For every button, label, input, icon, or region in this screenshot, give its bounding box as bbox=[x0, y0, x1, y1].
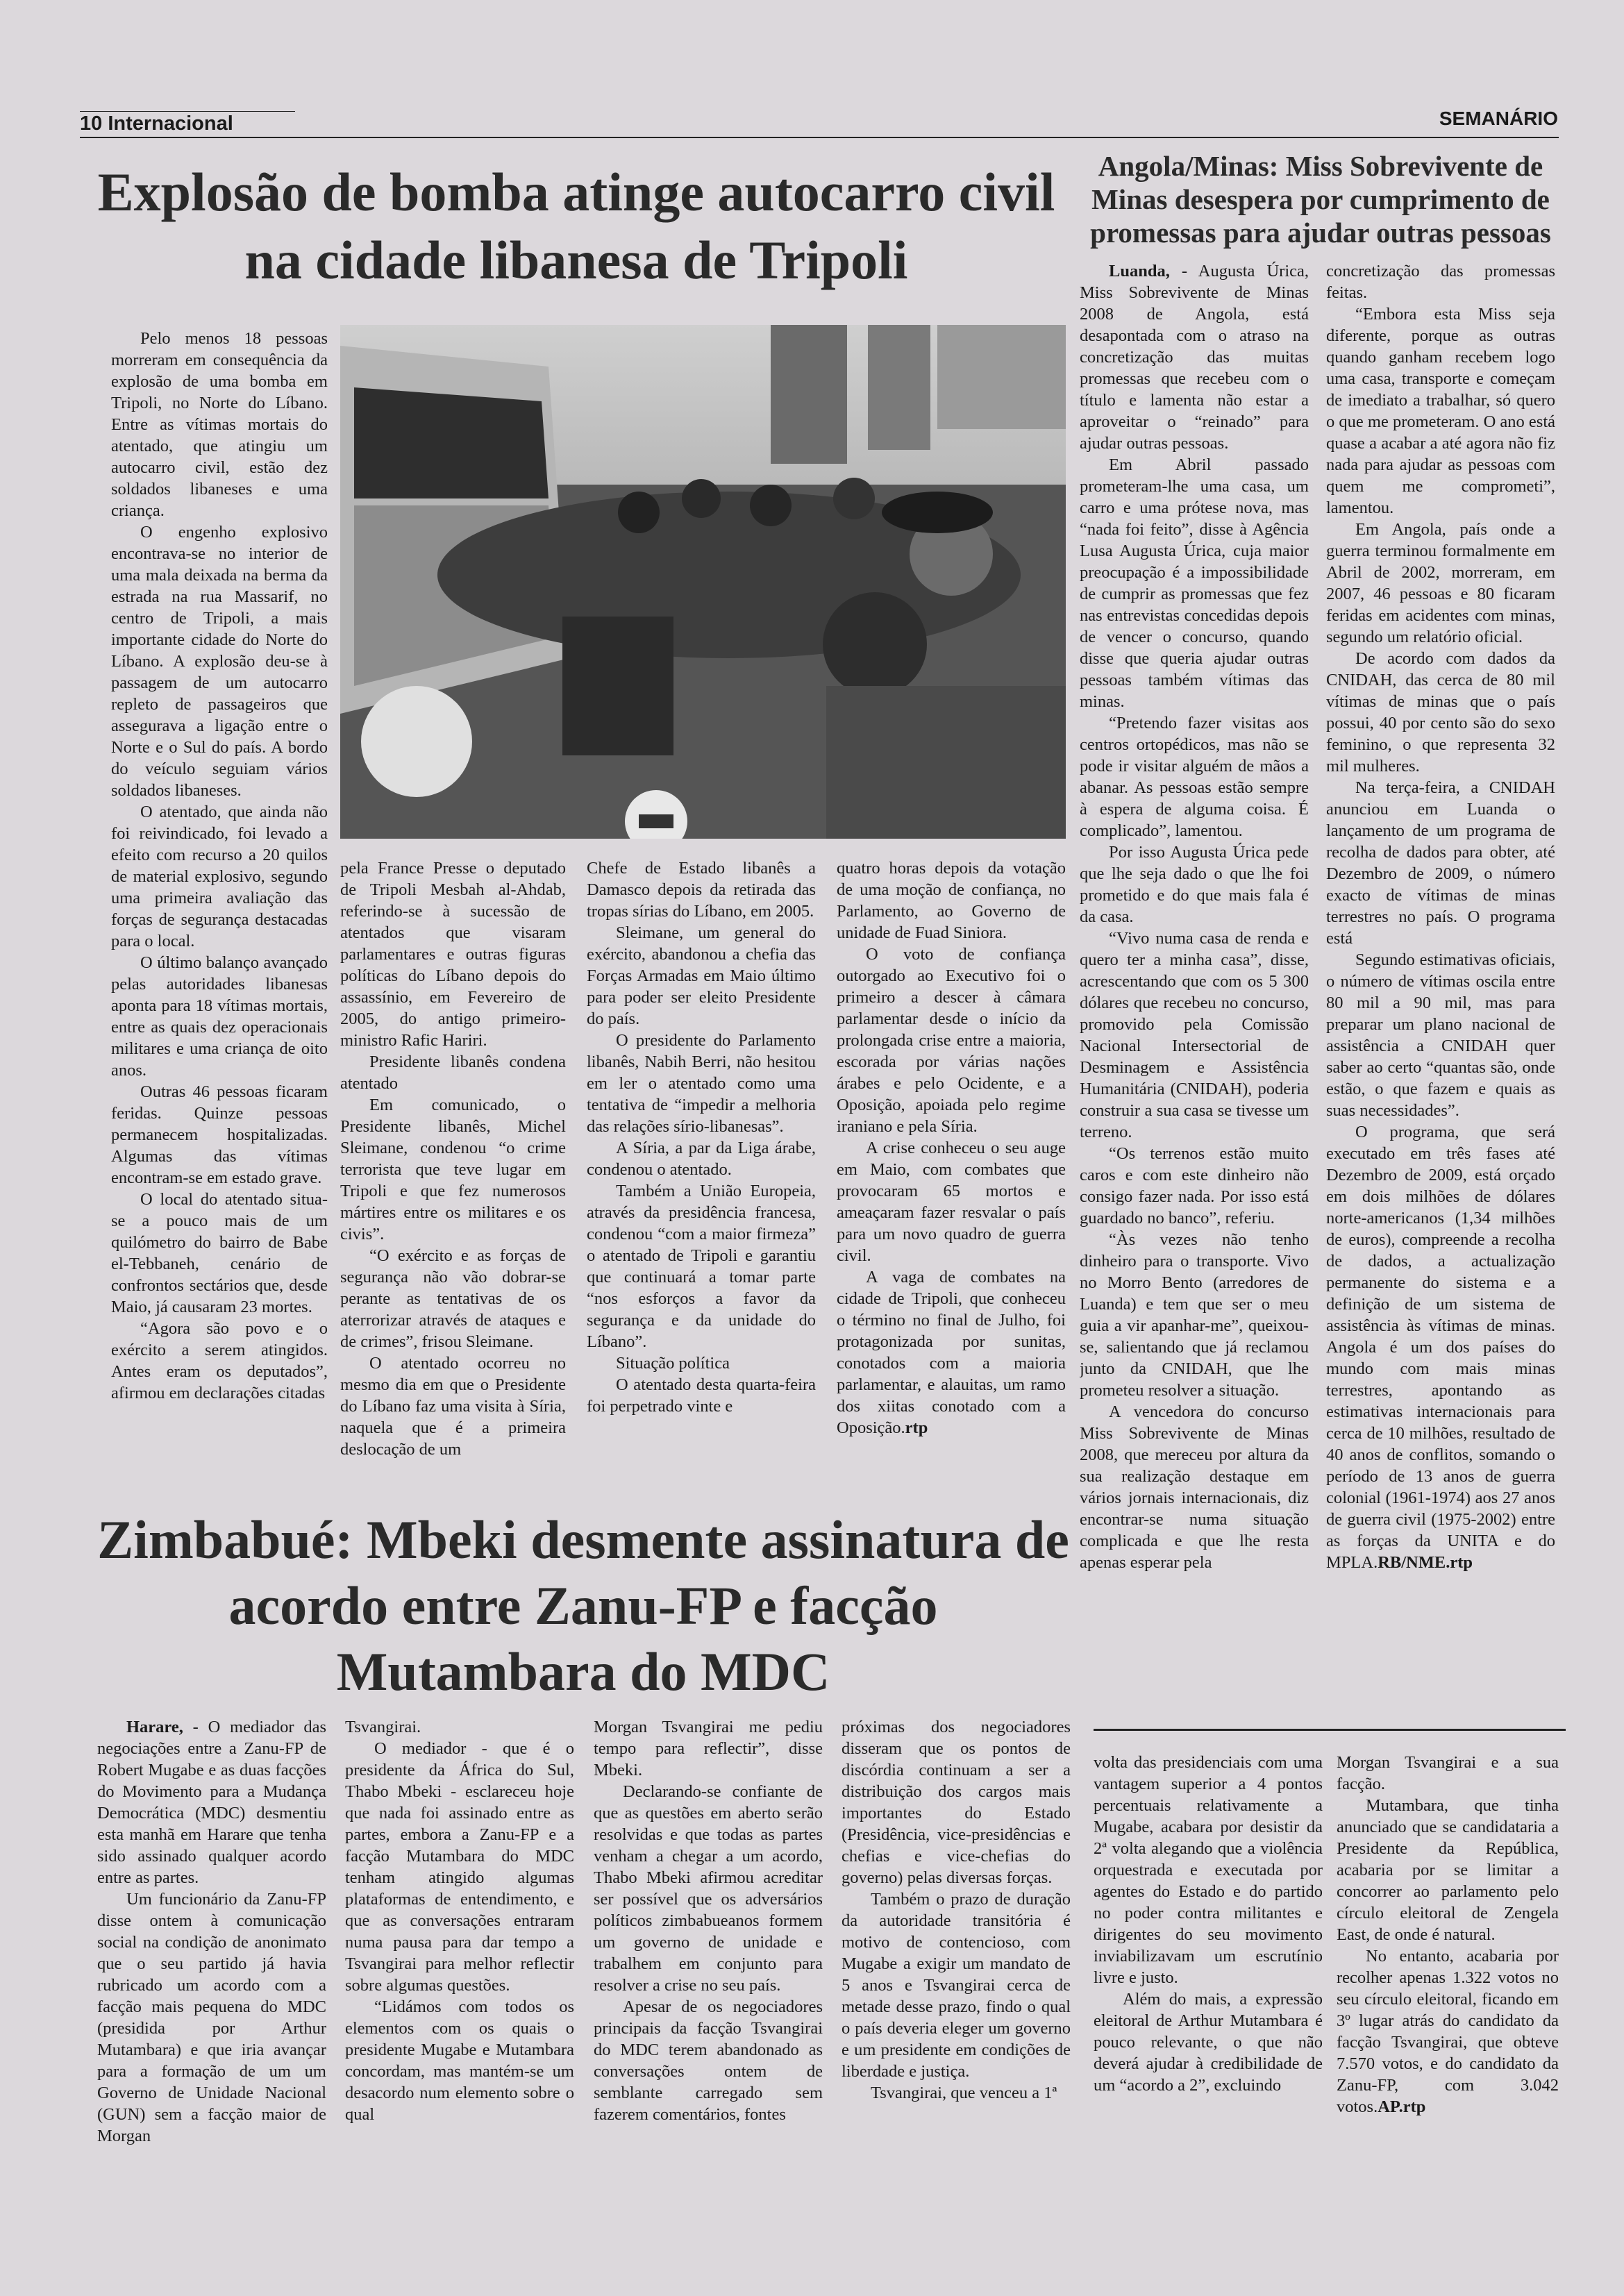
paragraph: Outras 46 pessoas ficaram feridas. Quinze pessoas permanecem hospitalizadas. Algumas das vítimas encontram-se em estado grave. bbox=[111, 1082, 328, 1187]
paragraph: pela France Presse o deputado de Tripoli Mesbah al-Ahdab, referindo-se à sucessão de atentados que visaram parlamentares e outras figuras políticas do Líbano depois do assassínio, em Fevereiro de 2005, do antigo primeiro-ministro Rafic Hariri. bbox=[340, 859, 566, 1050]
paragraph: O presidente do Parlamento libanês, Nabih Berri, não hesitou em ler o atentado como uma tentativa de “impedir a melhoria das relações sírio-libanesas”. bbox=[587, 1031, 816, 1136]
paragraph-text: - O mediador das negociações entre a Zanu-FP de Robert Mugabe e as duas facções do Movimento para a Mudança Democrática (MDC) desmentiu esta manhã em Harare que tenha sido assinado qualquer acordo entre as partes. bbox=[97, 1718, 326, 1887]
paragraph: Morgan Tsvangirai e a sua facção. bbox=[1337, 1753, 1559, 1793]
paragraph: Em Abril passado prometeram-lhe uma casa, um carro e uma prótese nova, mas “nada foi feito”, disse à Agência Lusa Augusta Úrica, cuja maior preocupação é a impossibilidade de cumprir as promessas que fez nas entrevistas concedidas depois de vencer o concurso, quando disse que queria ajudar outras pessoas também vítimas das minas. bbox=[1080, 455, 1309, 711]
article1-column-1 bbox=[111, 328, 328, 1501]
article1-column-2 bbox=[340, 857, 566, 1507]
paragraph: O atentado desta quarta-feira foi perpetrado vinte e bbox=[587, 1375, 816, 1416]
subheading: Situação política bbox=[616, 1354, 730, 1373]
paragraph: Além do mais, a expressão eleitoral de Arthur Mutambara é pouco relevante, o que não deverá ajudar à credibilidade de um “acordo a 2”, excluindo bbox=[1094, 1990, 1323, 2095]
paragraph bbox=[1080, 260, 1309, 454]
paragraph: Tsvangirai, que venceu a 1ª bbox=[871, 2084, 1057, 2102]
paragraph: O mediador - que é o presidente da África do Sul, Thabo Mbeki - esclareceu hoje que nada foi assinado entre as partes, embora a Zanu-FP e a facção Mutambara do MDC tenham atingido algumas plataformas de entendimento, e que as conversações entraram numa pausa para dar tempo a Tsvangirai para melhor reflectir sobre algumas questões. bbox=[345, 1739, 574, 1995]
paragraph: “Os terrenos estão muito caros e com este dinheiro não consigo fazer nada. Por isso está guardado no banco”, referiu. bbox=[1080, 1144, 1309, 1227]
paragraph: “Embora esta Miss seja diferente, porque as outras quando ganham recebem logo uma casa, transporte e começam de imediato a trabalhar, só quero o que me prometeram. O ano está quase a acabar a até agora não fiz nada para ajudar as pessoas com quem me comprometi”, lamentou. bbox=[1326, 305, 1555, 517]
paragraph: concretização das promessas feitas. bbox=[1326, 262, 1555, 302]
publication-name: SEMANÁRIO bbox=[1439, 108, 1558, 129]
paragraph: Declarando-se confiante de que as questões em aberto serão resolvidas e que todas as partes venham a chegar a um acordo, Thabo Mbeki afirmou acreditar ser possível que os adversários políticos zimbabueanos formem um governo de unidade e trabalhem em conjunto para resolver a crise no seu país. bbox=[594, 1782, 823, 1995]
paragraph: Chefe de Estado libanês a Damasco depois da retirada das tropas sírias do Líbano, em 2005. bbox=[587, 859, 816, 921]
article2-headline: Angola/Minas: Miss Sobrevivente de Minas desespera por cumprimento de promessas para ajudar outras pessoas bbox=[1090, 150, 1551, 249]
paragraph: Segundo estimativas oficiais, o número de vítimas oscila entre 80 mil a 90 mil, mas para preparar um plano nacional de assistência a CNIDAH quer saber ao certo “quantas são, onde estão, o que fazem e quais as suas necessidades”. bbox=[1326, 950, 1555, 1120]
paragraph: “Às vezes não tenho dinheiro para o transporte. Vivo no Morro Bento (arredores de Luanda) e tem que ser o meu guia a vir apanhar-me”, queixou-se, salientando que já reclamou junto da CNIDAH, que lhe prometeu resolver a situação. bbox=[1080, 1230, 1309, 1400]
paragraph: De acordo com dados da CNIDAH, das cerca de 80 mil vítimas de minas que o país possui, 40 por cento são do sexo feminino, o que representa 32 mil mulheres. bbox=[1326, 649, 1555, 776]
paragraph: O atentado, que ainda não foi reivindicado, foi levado a efeito com recurso a 20 quilos de material explosivo, segundo uma primeira avaliação das forças de segurança destacadas para o local. bbox=[111, 803, 328, 950]
paragraph: Apesar de os negociadores principais da facção Tsvangirai do MDC terem abandonado as conversações ontem de semblante carregado sem fazerem comentários, fontes bbox=[594, 1997, 823, 2124]
author-signature: AP.rtp bbox=[1378, 2097, 1426, 2116]
article1-headline: Explosão de bomba atinge autocarro civil na cidade libanesa de Tripoli bbox=[97, 162, 1055, 290]
author-signature: rtp bbox=[905, 1418, 928, 1437]
paragraph: Na terça-feira, a CNIDAH anunciou em Luanda o lançamento de um programa de recolha de dados para obter, até Dezembro de 2009, o número exacto de vítimas de minas terrestres no país. O programa está bbox=[1326, 778, 1555, 948]
paragraph: A Síria, a par da Liga árabe, condenou o atentado. bbox=[587, 1139, 816, 1179]
paragraph-text: O programa, que será executado em três fases até Dezembro de 2009, está orçado em dois milhões de dólares norte-americanos (1,34 milhões de euros), compreende a recolha de dados, a actualização permanente do sistema e a definição de um sistema de assistência às vítimas de minas. Angola é um dos países do mundo com mais minas terrestres, apontando as estimativas internacionais para cerca de 10 milhões, resultado de 40 anos de conflitos, somando o período de 13 anos de guerra colonial (1961-1974) aos 27 anos de guerra civil (1975-2002) entre as forças da UNITA e do MPLA. bbox=[1326, 1123, 1555, 1572]
paragraph bbox=[97, 1716, 326, 1888]
paragraph: Sleimane, um general do exército, abandonou a chefia das Forças Armadas em Maio último para poder ser eleito Presidente do país. bbox=[587, 923, 816, 1028]
paragraph: Pelo menos 18 pessoas morreram em consequência da explosão de uma bomba em Tripoli, no Norte do Líbano. Entre as vítimas mortais do atentado, que atingiu um autocarro civil, estão dez soldados libaneses e uma criança. bbox=[111, 329, 328, 520]
subheading: Presidente libanês condena atentado bbox=[340, 1053, 566, 1093]
paragraph: “Agora são povo e o exército a serem atingidos. Antes eram os deputados”, afirmou em declarações citadas bbox=[111, 1319, 328, 1402]
paragraph: Morgan Tsvangirai me pediu tempo para reflectir”, disse Mbeki. bbox=[594, 1718, 823, 1779]
paragraph: A crise conheceu o seu auge em Maio, com combates que provocaram 65 mortos e ameaçaram fazer resvalar o país para um novo quadro de guerra civil. bbox=[837, 1139, 1066, 1265]
bus-explosion-photo bbox=[340, 325, 1066, 839]
paragraph: Por isso Augusta Úrica pede que lhe seja dado o que lhe foi prometido e do que mais fala é da casa. bbox=[1080, 843, 1309, 926]
paragraph: O engenho explosivo encontrava-se no interior de uma mala deixada na berma da estrada na rua Massarif, no centro de Tripoli, a mais importante cidade do Norte do Líbano. A explosão deu-se à passagem de um autocarro repleto de passageiros que assegurava a ligação entre o Norte e o Sul do país. A bordo do veículo seguiam vários soldados libaneses. bbox=[111, 523, 328, 800]
news-photo-icon bbox=[340, 325, 1066, 839]
paragraph bbox=[1337, 1945, 1559, 2118]
header-rule bbox=[80, 137, 1559, 138]
paragraph-text: A vaga de combates na cidade de Tripoli, que conheceu o término no final de Julho, foi protagonizada por sunitas, conotados com a maioria parlamentar, e alauitas, um ramo dos xiitas conotado com a Oposição. bbox=[837, 1268, 1066, 1437]
paragraph: O local do atentado situa-se a pouco mais de um quilómetro do bairro de Babe el-Tebbaneh, cenário de confrontos sectários que, desde Maio, já causaram 23 mortes. bbox=[111, 1190, 328, 1316]
article3-column-4 bbox=[842, 1716, 1071, 2216]
author-signature: RB/NME.rtp bbox=[1378, 1553, 1473, 1572]
paragraph: quatro horas depois da votação de uma moção de confiança, no Parlamento, ao Governo de unidade de Fuad Siniora. bbox=[837, 859, 1066, 942]
paragraph: “Lidámos com todos os elementos com os quais o presidente Mugabe e Mutambara concordam, mas mantém-se um desacordo num elemento sobre o qual bbox=[345, 1997, 574, 2124]
paragraph: Em Angola, país onde a guerra terminou formalmente em Abril de 2002, morreram, em 2007, 46 pessoas e 80 ficaram feridas em acidentes com minas, segundo um relatório oficial. bbox=[1326, 520, 1555, 646]
paragraph: O último balanço avançado pelas autoridades libanesas aponta para 18 vítimas mortais, entre as quais dez operacionais militares e uma criança de oito anos. bbox=[111, 953, 328, 1080]
dateline: Luanda, bbox=[1109, 262, 1170, 280]
paragraph: O atentado ocorreu no mesmo dia em que o Presidente do Líbano faz uma visita à Síria, naquela que é a primeira deslocação de um bbox=[340, 1354, 566, 1459]
paragraph: Mutambara, que tinha anunciado que se candidataria a Presidente da República, acabaria por se limitar a concorrer ao parlamento pelo círculo eleitoral de Zengela East, de onde é natural. bbox=[1337, 1796, 1559, 1944]
article2-column-2 bbox=[1326, 260, 1555, 1725]
article3-column-3 bbox=[594, 1716, 823, 2216]
section-rule bbox=[80, 111, 295, 112]
paragraph-text: No entanto, acabaria por recolher apenas 1.322 votos no seu círculo eleitoral, ficando em 3º lugar atrás do candidato da facção Tsvangirai, que obteve 7.570 votos, e do candidato da Zanu-FP, com 3.042 votos. bbox=[1337, 1947, 1559, 2116]
paragraph: volta das presidenciais com uma vantagem superior a 4 pontos percentuais relativamente a Mugabe, acabara por desistir da 2ª volta alegando que a violência orquestrada e executada por agentes do Estado e do partido no poder contra militantes e dirigentes do seu movimento inviabilizavam um escrutínio livre e justo. bbox=[1094, 1753, 1323, 1987]
paragraph bbox=[837, 1266, 1066, 1439]
paragraph: “Pretendo fazer visitas aos centros ortopédicos, mas não se pode ir visitar alguém de mãos a abanar. As pessoas estão sempre à espera de alguma coisa. É complicado”, lamentou. bbox=[1080, 714, 1309, 840]
paragraph: O voto de confiança outorgado ao Executivo foi o primeiro a descer à câmara parlamentar desde o início da prolongada crise entre a maioria, escorada por várias nações árabes e pelo Ocidente, e a Oposição, apoiada pelo regime iraniano e pela Síria. bbox=[837, 945, 1066, 1136]
paragraph: Tsvangirai. bbox=[345, 1718, 421, 1736]
paragraph-text: - Augusta Úrica, Miss Sobrevivente de Minas 2008 de Angola, está desapontada com o atraso na concretização das muitas promessas que recebeu com o título e lamenta não estar a aproveitar o “reinado” para ajudar outras pessoas. bbox=[1080, 262, 1309, 453]
article2-divider bbox=[1094, 1729, 1566, 1731]
article3-column-2 bbox=[345, 1716, 574, 2216]
article3-column-6 bbox=[1337, 1752, 1559, 2224]
article1-column-4 bbox=[837, 857, 1066, 1507]
paragraph: Um funcionário da Zanu-FP disse ontem à comunicação social na condição de anonimato que o seu partido já havia rubricado um acordo com a facção mais pequena do MDC (presidida por Arthur Mutambara) e que iria avançar para a formação de um um Governo de Unidade Nacional (GUN) sem a facção maior de Morgan bbox=[97, 1890, 326, 2145]
paragraph: Também a União Europeia, através da presidência francesa, condenou “com a maior firmeza” o atentado de Tripoli e garantiu que continuará a tomar parte “nos esforços a favor da segurança e da unidade do Líbano”. bbox=[587, 1182, 816, 1351]
article3-headline: Zimbabué: Mbeki desmente assinatura de acordo entre Zanu-FP e facção Mutambara do MDC bbox=[97, 1509, 1069, 1702]
dateline: Harare, bbox=[126, 1718, 183, 1736]
paragraph: A vencedora do concurso Miss Sobrevivente de Minas 2008, que mereceu por altura da sua realização destaque em vários jornais internacionais, diz encontrar-se numa situação complicada e que lhe resta apenas esperar pela bbox=[1080, 1402, 1309, 1572]
article1-column-3 bbox=[587, 857, 816, 1507]
paragraph: “Vivo numa casa de renda e quero ter a minha casa”, disse, acrescentando que com os 5 300 dólares que recebeu no concurso, promovido pela Comissão Nacional Intersectorial de Desminagem e Assistência Humanitária (CNIDAH), poderia construir a sua casa se tivesse um terreno. bbox=[1080, 929, 1309, 1141]
paragraph bbox=[1326, 1121, 1555, 1573]
paragraph: Em comunicado, o Presidente libanês, Michel Sleimane, condenou “o crime terrorista que teve lugar em Tripoli e que fez numerosos mártires entre os militares e os civis”. bbox=[340, 1096, 566, 1243]
article3-column-5 bbox=[1094, 1752, 1323, 2224]
section-label: 10 Internacional bbox=[80, 112, 233, 135]
article2-column-1 bbox=[1080, 260, 1309, 1718]
article3-column-1 bbox=[97, 1716, 326, 2216]
paragraph: próximas dos negociadores disseram que os pontos de discórdia continuam a ser a distribuição dos cargos mais importantes do Estado (Presidência, vice-presidências e chefias e vice-chefias do governo) pelas diversas forças. bbox=[842, 1718, 1071, 1887]
paragraph: “O exército e as forças de segurança não vão dobrar-se perante as tentativas de os aterrorizar através de ataques e de crimes”, frisou Sleimane. bbox=[340, 1246, 566, 1351]
paragraph: Também o prazo de duração da autoridade transitória é motivo de contencioso, com Mugabe a exigir um mandato de 5 anos e Tsvangirai cerca de metade desse prazo, findo o qual o país deveria eleger um governo e um presidente em condições de liberdade e justiça. bbox=[842, 1890, 1071, 2081]
